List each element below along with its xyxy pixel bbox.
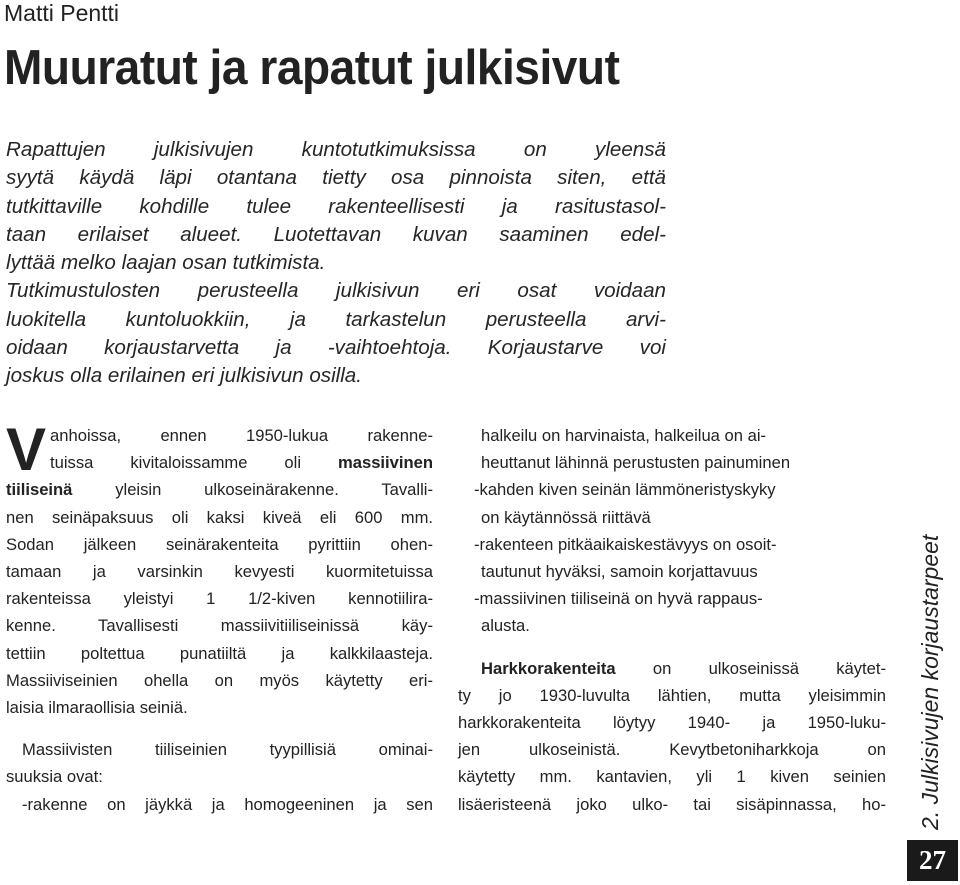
body-line: Massiiviseinien ohella on myös käytetty eri- (6, 670, 433, 690)
body-line: tamaan ja varsinkin kevyesti kuormitetuissa (6, 562, 433, 582)
body-line (6, 449, 433, 476)
body-line: alusta. (481, 616, 530, 636)
body-line (458, 655, 886, 682)
author-name: Matti Pentti (4, 0, 120, 26)
intro-line: tutkittaville kohdille tulee rakenteellisesti ja rasitustasol- (6, 194, 666, 218)
body-line: -rakenne on jäykkä ja homogeeninen ja sen (22, 794, 433, 814)
page-number: 27 (907, 840, 958, 881)
bold-term: Harkkorakenteita (481, 658, 616, 678)
intro-line: Tutkimustulosten perusteella julkisivun eri osat voidaan (6, 279, 666, 303)
body-line: laisia ilmaraollisia seiniä. (6, 698, 188, 718)
body-line: ty jo 1930-luvulta lähtien, mutta yleisimmin (458, 685, 886, 705)
body-line: tettiin poltettua punatiiltä ja kalkkilaasteja. (6, 643, 433, 663)
body-line: -rakenteen pitkäaikaiskestävyys on osoit- (474, 534, 777, 554)
intro-line: Rapattujen julkisivujen kuntotutkimuksissa on yleensä (6, 138, 666, 161)
intro-paragraph (6, 136, 666, 391)
section-sidebar-label: 2. Julkisivujen korjaustarpeet (917, 534, 943, 830)
body-line: on käytännössä riittävä (481, 507, 651, 527)
body-line: -kahden kiven seinän lämmöneristyskyky (474, 480, 776, 500)
drop-cap: V (6, 416, 47, 483)
body-line: -massiivinen tiiliseinä on hyvä rappaus- (474, 589, 763, 609)
body-line: Sodan jälkeen seinärakenteita pyrittiin ohen- (6, 534, 433, 554)
body-line: Massiivisten tiiliseinien tyypillisiä ominai- (22, 740, 433, 760)
body-text: on ulkoseinissä käytet- (615, 658, 886, 678)
right-column (458, 422, 886, 818)
body-line: nen seinäpaksuus oli kaksi kiveä eli 600 mm. (6, 507, 433, 527)
article-title: Muuratut ja rapatut julkisivut (4, 41, 620, 95)
body-text: tuissa kivitaloissamme oli (50, 453, 338, 473)
body-line: lisäeristeenä joko ulko- tai sisäpinnassa, ho- (458, 794, 886, 814)
body-line: heuttanut lähinnä perustusten painuminen (481, 453, 791, 473)
intro-line: joskus olla erilainen eri julkisivun osilla. (6, 364, 362, 388)
intro-line: oidaan korjaustarvetta ja -vaihtoehtoja. Korjaustarve voi (6, 336, 666, 360)
bold-term: tiiliseinä (6, 480, 73, 500)
body-line: anhoissa, ennen 1950-lukua rakenne- (50, 426, 433, 445)
body-line: jen ulkoseinistä. Kevytbetoniharkkoja on (458, 740, 886, 760)
body-line: harkkorakenteita löytyy 1940- ja 1950-luku- (458, 713, 886, 733)
intro-line: lyttää melko laajan osan tutkimista. (6, 251, 326, 275)
intro-line: syytä käydä läpi otantana tietty osa pinnoista siten, että (6, 166, 666, 190)
body-text: yleisin ulkoseinärakenne. Tavalli- (72, 480, 433, 500)
body-line: tautunut hyväksi, samoin korjattavuus (481, 562, 758, 582)
body-line: suuksia ovat: (6, 767, 103, 787)
body-line: kenne. Tavallisesti massiivitiiliseinissä käy- (6, 616, 433, 636)
intro-line: luokitella kuntoluokkiin, ja tarkastelun perusteella arvi- (6, 307, 666, 331)
body-line: rakenteissa yleistyi 1 1/2-kiven kennotiilira- (6, 589, 433, 609)
left-column (6, 416, 433, 818)
body-line (6, 476, 433, 503)
bold-term: massiivinen (337, 453, 433, 473)
intro-line: taan erilaiset alueet. Luotettavan kuvan saaminen edel- (6, 222, 666, 246)
body-line: käytetty mm. kantavien, yli 1 kiven seinien (458, 767, 886, 787)
body-line: halkeilu on harvinaista, halkeilua on ai- (481, 426, 767, 445)
